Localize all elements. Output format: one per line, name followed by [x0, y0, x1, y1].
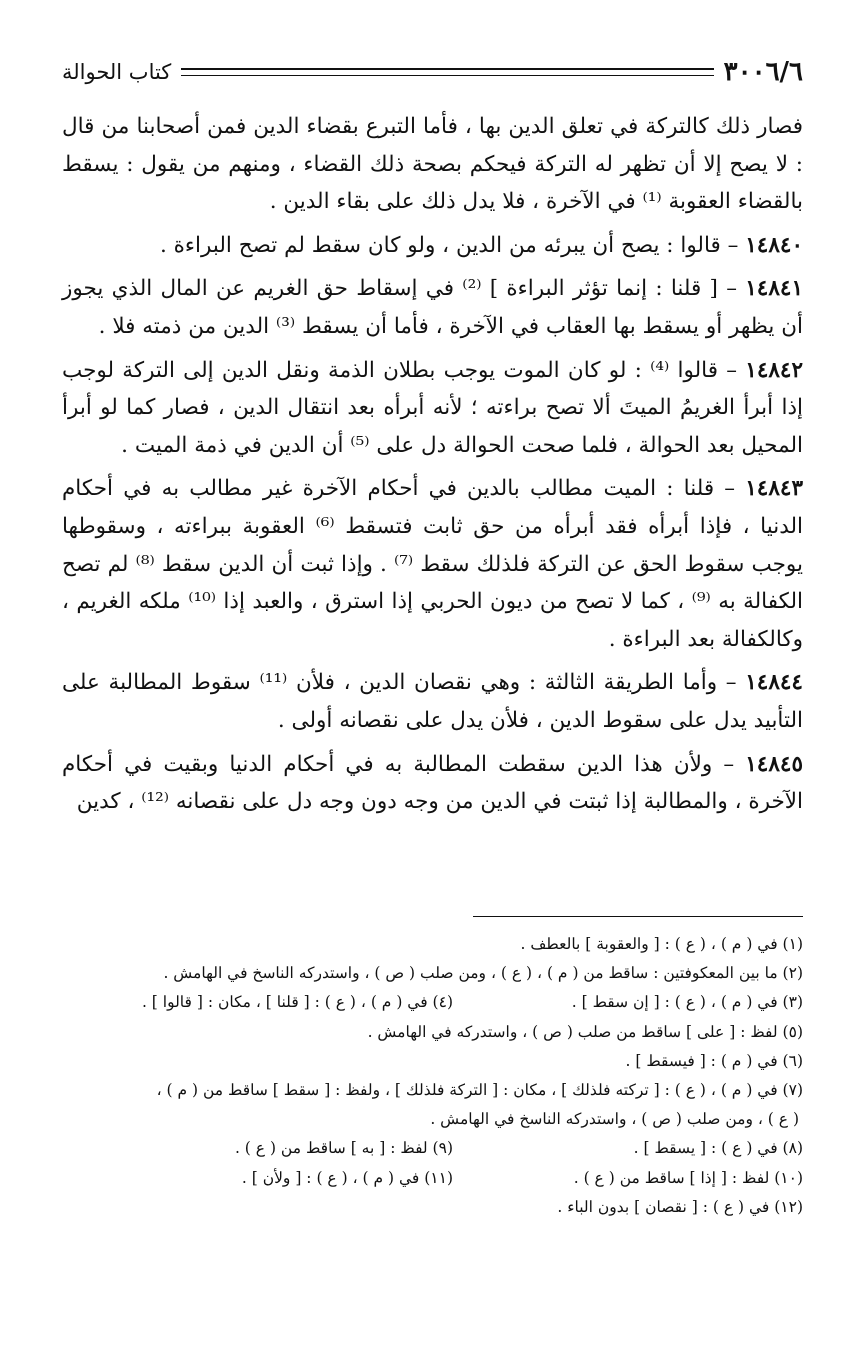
footnote-10: (١٠) لفظ : [ إذا ] ساقط من ( ع ) . — [573, 1168, 803, 1187]
footnote-8: (٨) في ( ع ) : [ يسقط ] . — [633, 1139, 803, 1158]
footnote-row-10-11 — [62, 1164, 803, 1193]
footnote-4: (٤) في ( م ) ، ( ع ) : [ قلنا ] ، مكان : [ قالوا ] . — [141, 993, 453, 1012]
paragraph-number: ١٤٨٤٠ — [745, 232, 803, 258]
body-text — [62, 108, 803, 827]
paragraph: فصار ذلك كالتركة في تعلق الدين بها ، فأما التبرع بقضاء الدين فمن أصحابنا من قال : لا يصح إلا أن تظهر له التركة فيحكم بصحة ذلك القضاء ، ومنهم من يقول : يسقط بالقضاء العقوبة ⁽¹⁾ في الآخرة ، فلا يدل ذلك على بقاء الدين . — [62, 114, 803, 215]
paragraph-14844: ١٤٨٤٤ – وأما الطريقة الثالثة : وهي نقصان الدين ، فلأن ⁽¹¹⁾ سقوط المطالبة على التأبيد يدل على سقوط الدين ، فلأن يدل على نقصانه أولى . — [62, 670, 803, 733]
paragraph-number: ١٤٨٤٣ — [745, 476, 803, 502]
paragraph-number: ١٤٨٤٥ — [745, 751, 803, 777]
page-header — [62, 54, 803, 90]
running-title: كتاب الحوالة — [62, 60, 172, 84]
paragraph-14842: ١٤٨٤٢ – قالوا ⁽⁴⁾ : لو كان الموت يوجب بطلان الذمة ونقل الدين إلى التركة لوجب إذا أبرأ الغريمُ الميتَ ألا تصح براءته ؛ لأنه أبرأه بعد انتقال الدين ، فصار كما لو أبرأ المحيل بعد الحوالة ، فلما صحت الحوالة دل على ⁽⁵⁾ أن الدين في ذمة الميت . — [62, 357, 804, 458]
paragraph-number: ١٤٨٤٢ — [745, 357, 804, 383]
footnote-separator — [473, 916, 803, 917]
footnote-12: (١٢) في ( ع ) : [ نقصان ] بدون الباء . — [557, 1197, 803, 1216]
footnote-7-continued: ( ع ) ، ومن صلب ( ص ) ، واستدركه الناسخ في الهامش . — [430, 1110, 799, 1129]
page-number: ٣٠٠٦/٦ — [723, 57, 803, 87]
paragraph-number: ١٤٨٤١ — [745, 276, 803, 302]
footnote-3: (٣) في ( م ) ، ( ع ) : [ إن سقط ] . — [571, 993, 803, 1012]
footnotes — [62, 930, 803, 1222]
paragraph-14845: ١٤٨٤٥ – ولأن هذا الدين سقطت المطالبة به في أحكام الدنيا وبقيت في أحكام الآخرة ، والمطالبة إذا ثبتت في الدين من وجه دون وجه دل على نقصانه ⁽¹²⁾ ، كدين — [62, 751, 803, 815]
footnote-2: (٢) ما بين المعكوفتين : ساقط من ( م ) ، ( ع ) ، ومن صلب ( ص ) ، واستدركه الناسخ في الهامش . — [163, 964, 803, 983]
header-rule — [181, 68, 713, 76]
footnote-5: (٥) لفظ : [ على ] ساقط من صلب ( ص ) ، واستدركه في الهامش . — [367, 1022, 803, 1041]
footnote-11: (١١) في ( م ) ، ( ع ) : [ ولأن ] . — [241, 1168, 453, 1187]
footnote-7: (٧) في ( م ) ، ( ع ) : [ تركته فلذلك ] ، مكان : [ التركة فلذلك ] ، ولفظ : [ سقط ] ساقط من ( م ) ، — [156, 1081, 803, 1100]
paragraph-14840: ١٤٨٤٠ – قالوا : يصح أن يبرئه من الدين ، ولو كان سقط لم تصح البراءة . — [160, 232, 803, 258]
paragraph-number: ١٤٨٤٤ — [745, 670, 803, 696]
paragraph-14843: ١٤٨٤٣ – قلنا : الميت مطالب بالدين في أحكام الآخرة غير مطالب به في أحكام الدنيا ، فإذا أبرأه فقد أبرأه من حق ثابت فتسقط ⁽⁶⁾ العقوبة ببراءته ، وسقوطها يوجب سقوط الحق عن التركة فلذلك سقط ⁽⁷⁾ . وإذا ثبت أن الدين سقط ⁽⁸⁾ لم تصح الكفالة به ⁽⁹⁾ ، كما لا تصح من ديون الحربي إذا استرق ، والعبد إذا ⁽¹⁰⁾ ملكه الغريم ، وكالكفالة بعد البراءة . — [62, 476, 804, 652]
footnote-row-3-4 — [62, 988, 803, 1017]
footnote-1: (١) في ( م ) ، ( ع ) : [ والعقوبة ] بالعطف . — [520, 935, 803, 953]
footnote-6: (٦) في ( م ) : [ فيسقط ] . — [625, 1051, 803, 1070]
footnote-row-8-9 — [62, 1134, 803, 1163]
footnote-9: (٩) لفظ : [ به ] ساقط من ( ع ) . — [234, 1139, 453, 1158]
paragraph-14841: ١٤٨٤١ – [ قلنا : إنما تؤثر البراءة ] ⁽²⁾ في إسقاط حق الغريم عن المال الذي يجوز أن يظهر أو يسقط بها العقاب في الآخرة ، فأما أن يسقط ⁽³⁾ الدين من ذمته فلا . — [62, 276, 803, 339]
